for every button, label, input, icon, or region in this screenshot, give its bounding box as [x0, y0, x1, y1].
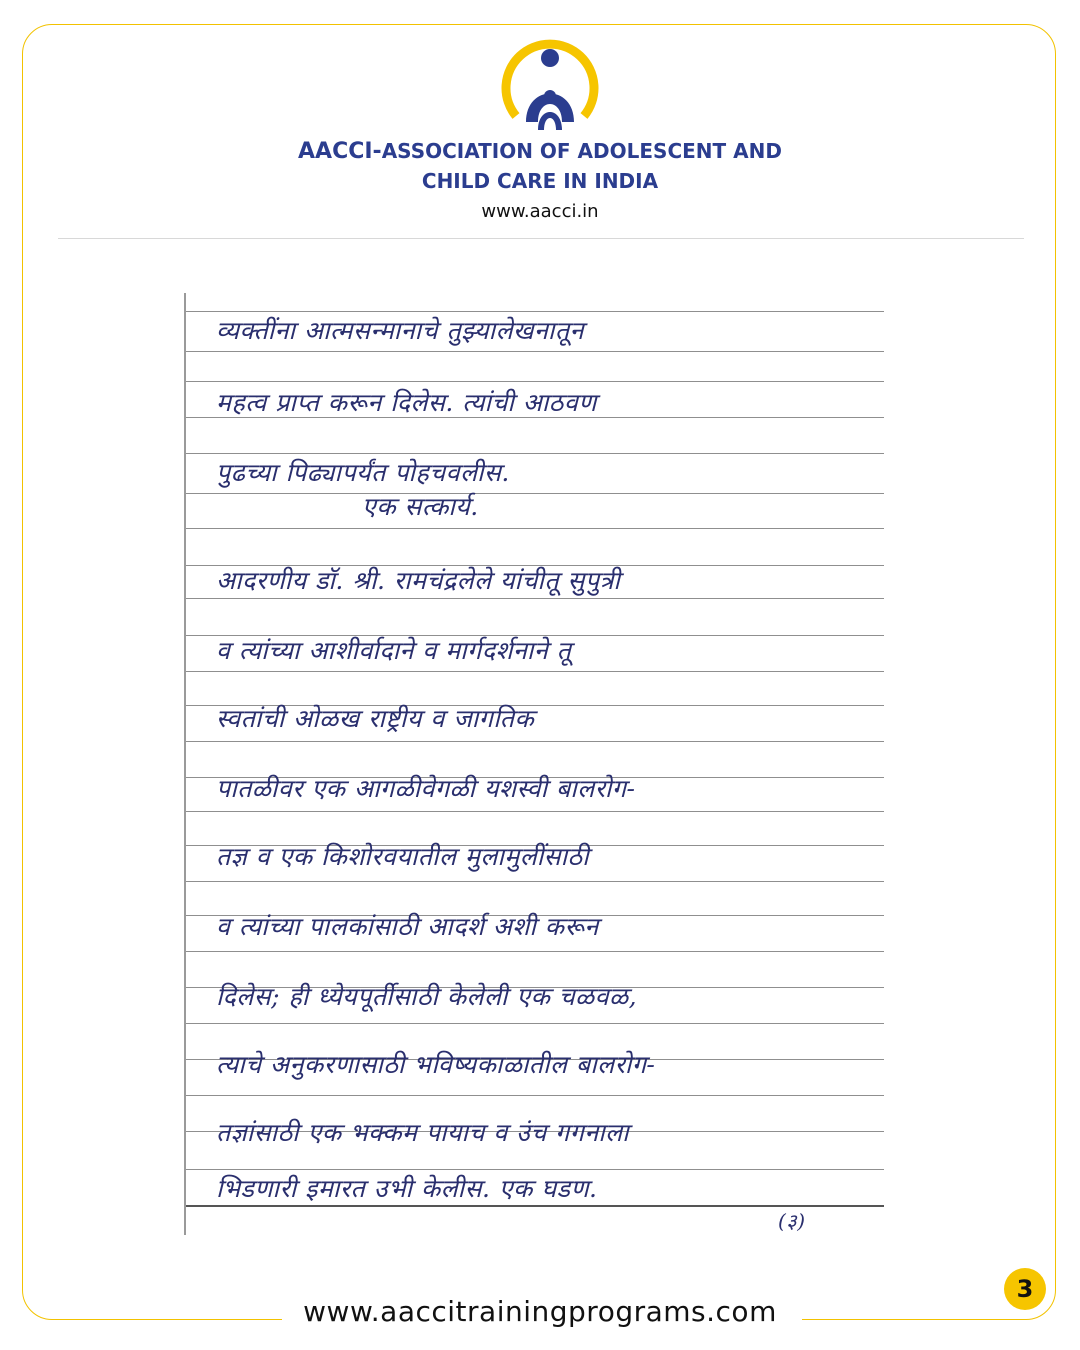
- ruled-line: [186, 493, 884, 494]
- handwritten-line: भिडणारी इमारत उभी केलीस. एक घडण.: [216, 1174, 598, 1203]
- ruled-line: [186, 811, 884, 812]
- handwritten-line: पुढच्या पिढ्यापर्यंत पोहचवलीस.: [216, 458, 510, 487]
- handwritten-line: पातळीवर एक आगळीवेगळी यशस्वी बालरोग-: [216, 774, 636, 803]
- ruled-line: [186, 671, 884, 672]
- handwritten-line: त्याचे अनुकरणासाठी भविष्यकाळातील बालरोग-: [216, 1050, 656, 1079]
- handwritten-line: तज्ञांसाठी एक भक्कम पायाच व उंच गगनाला: [216, 1118, 630, 1147]
- handwritten-line: तज्ञ व एक किशोरवयातील मुलामुलींसाठी: [216, 842, 590, 871]
- aacci-logo: [496, 38, 604, 134]
- org-website[interactable]: www.aacci.in: [481, 201, 599, 222]
- header-divider: [58, 238, 1024, 239]
- ruled-line: [186, 951, 884, 952]
- ruled-line: [186, 381, 884, 382]
- ruled-line: [186, 528, 884, 529]
- ruled-line: [186, 453, 884, 454]
- org-name-line2: CHILD CARE IN INDIA: [421, 169, 659, 193]
- ruled-line: [186, 1169, 884, 1170]
- org-prefix: AACCI-: [298, 139, 382, 164]
- handwritten-line: व त्यांच्या आशीर्वादाने व मार्गदर्शनाने तू: [216, 636, 572, 665]
- handwritten-page: [184, 293, 884, 1235]
- handwritten-line: व त्यांच्या पालकांसाठी आदर्श अशी करून: [216, 912, 599, 941]
- handwritten-line: दिलेस; ही ध्येयपूर्तीसाठी केलेली एक चळवळ,: [216, 982, 638, 1011]
- org-name-part1: ASSOCIATION OF ADOLESCENT AND: [381, 139, 782, 163]
- org-name-line1: [0, 139, 1080, 164]
- ruled-line: [186, 351, 884, 352]
- handwritten-page-marker: (३): [778, 1209, 806, 1233]
- footer-website[interactable]: www.aaccitrainingprograms.com: [303, 1295, 777, 1328]
- handwritten-line: महत्व प्राप्त करून दिलेस. त्यांची आठवण: [216, 388, 597, 417]
- handwritten-line: एक सत्कार्य.: [362, 492, 479, 521]
- ruled-line: [186, 881, 884, 882]
- handwritten-line: स्वतांची ओळख राष्ट्रीय व जागतिक: [216, 704, 535, 733]
- page-number-badge: 3: [1004, 1268, 1046, 1310]
- handwritten-line: व्यक्तींना आत्मसन्मानाचे तुझ्यालेखनातून: [216, 316, 584, 345]
- ruled-line: [186, 598, 884, 599]
- ruled-line: [186, 1023, 884, 1024]
- handwritten-line: आदरणीय डॉ. श्री. रामचंद्रलेले यांचीतू सुपुत्री: [216, 566, 621, 595]
- ruled-line: [186, 311, 884, 312]
- ruled-line: [186, 741, 884, 742]
- ruled-line: [186, 1095, 884, 1096]
